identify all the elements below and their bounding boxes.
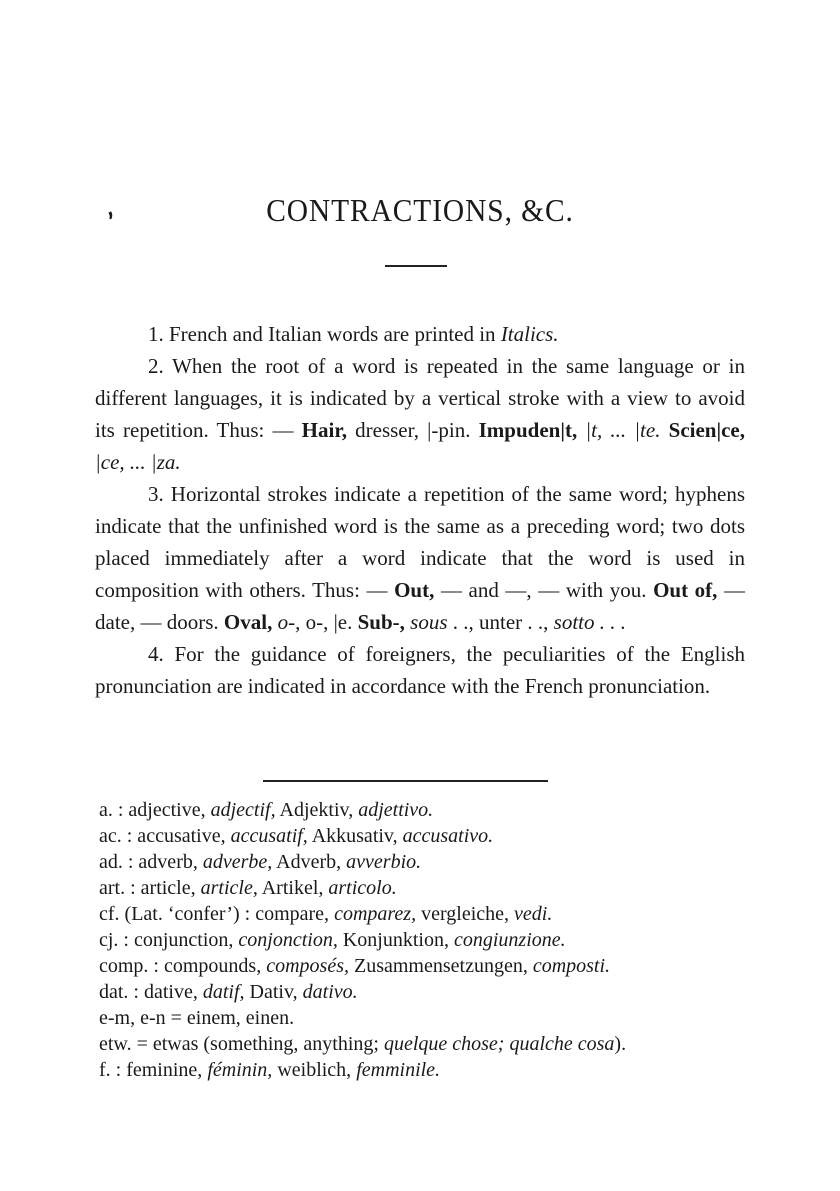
section-divider	[263, 780, 548, 782]
stray-ink-mark: ,	[98, 195, 118, 223]
abbreviation-entry: etw. = etwas (something, anything; quelque chose; qualche cosa).	[99, 1033, 627, 1055]
abbreviation-list	[99, 797, 759, 1083]
abbreviation-entry: cf. (Lat. ‘confer’) : compare, comparez, vergleiche, vedi.	[99, 903, 553, 925]
abbreviation-entry: f. : feminine, féminin, weiblich, femminile.	[99, 1059, 441, 1081]
abbreviation-entry: cj. : conjunction, conjonction, Konjunktion, congiunzione.	[99, 929, 566, 951]
paragraph-2: 2. When the root of a word is repeated in the same language or in different languages, it is indicated by a vertical stroke with a view to avoid its repetition. Thus: — Hair, dresser, |-pin. Impuden|t, |t, ... |te. Scien|ce, |ce, ... |za.	[95, 354, 745, 474]
abbreviation-entry: comp. : compounds, composés, Zusammensetzungen, composti.	[99, 955, 611, 977]
paragraph-4: 4. For the guidance of foreigners, the peculiarities of the English pronunciation are indicated in accordance with the French pronunciation.	[95, 642, 745, 698]
paragraph-1: 1. French and Italian words are printed in Italics.	[148, 322, 559, 346]
abbreviation-entry: e-m, e-n = einem, einen.	[99, 1007, 295, 1029]
abbreviation-entry: ac. : accusative, accusatif, Akkusativ, accusativo.	[99, 825, 494, 847]
page-title: CONTRACTIONS, &C.	[266, 192, 574, 228]
abbreviation-entry: a. : adjective, adjectif, Adjektiv, adjettivo.	[99, 799, 434, 821]
abbreviation-entry: ad. : adverb, adverbe, Adverb, avverbio.	[99, 851, 422, 873]
abbreviation-entry: art. : article, article, Artikel, articolo.	[99, 877, 397, 899]
rules-section	[95, 318, 745, 702]
abbreviation-entry: dat. : dative, datif, Dativ, dativo.	[99, 981, 358, 1003]
title-divider	[385, 265, 447, 267]
paragraph-3: 3. Horizontal strokes indicate a repetition of the same word; hyphens indicate that the unfinished word is the same as a preceding word; two dots placed immediately after a word indicate that the word is used in composition with others. Thus: — Out, — and —, — with you. Out of, — date, — doors. Oval, o-, o-, |e. Sub-, sous . ., unter . ., sotto . . .	[95, 482, 746, 634]
